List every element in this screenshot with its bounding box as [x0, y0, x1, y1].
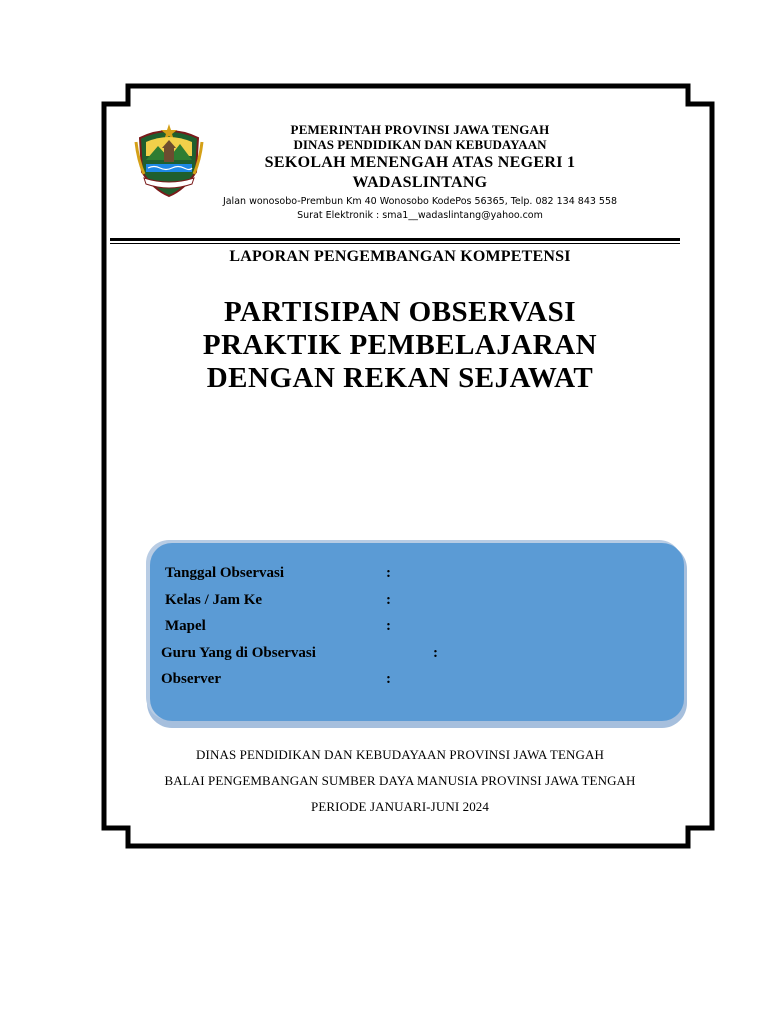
letterhead	[130, 118, 690, 248]
footer-department: DINAS PENDIDIKAN DAN KEBUDAYAAN PROVINSI JAWA TENGAH	[196, 747, 604, 762]
letterhead-email: Surat Elektronik : sma1__wadaslintang@yahoo.com	[297, 210, 543, 221]
info-colon: :	[386, 592, 391, 608]
info-colon: :	[386, 565, 391, 581]
title-line: PARTISIPAN OBSERVASI	[223, 296, 577, 328]
observation-info-box	[150, 543, 684, 721]
info-label: Guru Yang di Observasi	[161, 645, 316, 661]
info-label: Kelas / Jam Ke	[165, 592, 263, 608]
footer-period: PERIODE JANUARI-JUNI 2024	[311, 799, 489, 814]
letterhead-department: DINAS PENDIDIKAN DAN KEBUDAYAAN	[293, 137, 547, 152]
letterhead-government: PEMERINTAH PROVINSI JAWA TENGAH	[290, 122, 550, 137]
report-label: LAPORAN PENGEMBANGAN KOMPETENSI	[229, 248, 571, 265]
letterhead-address: Jalan wonosobo-Prembun Km 40 Wonosobo KodePos 56365, Telp. 082 134 843 558	[222, 196, 618, 207]
info-label: Observer	[161, 671, 221, 687]
info-colon: :	[386, 671, 391, 687]
footer	[100, 742, 700, 820]
info-colon: :	[433, 645, 438, 661]
info-label: Tanggal Observasi	[165, 565, 285, 581]
letterhead-school: SEKOLAH MENENGAH ATAS NEGERI 1	[264, 154, 576, 171]
letterhead-divider-thick	[110, 238, 680, 241]
info-label: Mapel	[165, 618, 206, 634]
letterhead-school-location: WADASLINTANG	[352, 174, 488, 191]
footer-center: BALAI PENGEMBANGAN SUMBER DAYA MANUSIA PROVINSI JAWA TENGAH	[164, 773, 636, 788]
document-title	[100, 296, 700, 395]
title-line: PRAKTIK PEMBELAJARAN	[202, 329, 598, 361]
letterhead-divider-thin	[110, 243, 680, 244]
title-line: DENGAN REKAN SEJAWAT	[206, 362, 594, 394]
info-colon: :	[386, 618, 391, 634]
